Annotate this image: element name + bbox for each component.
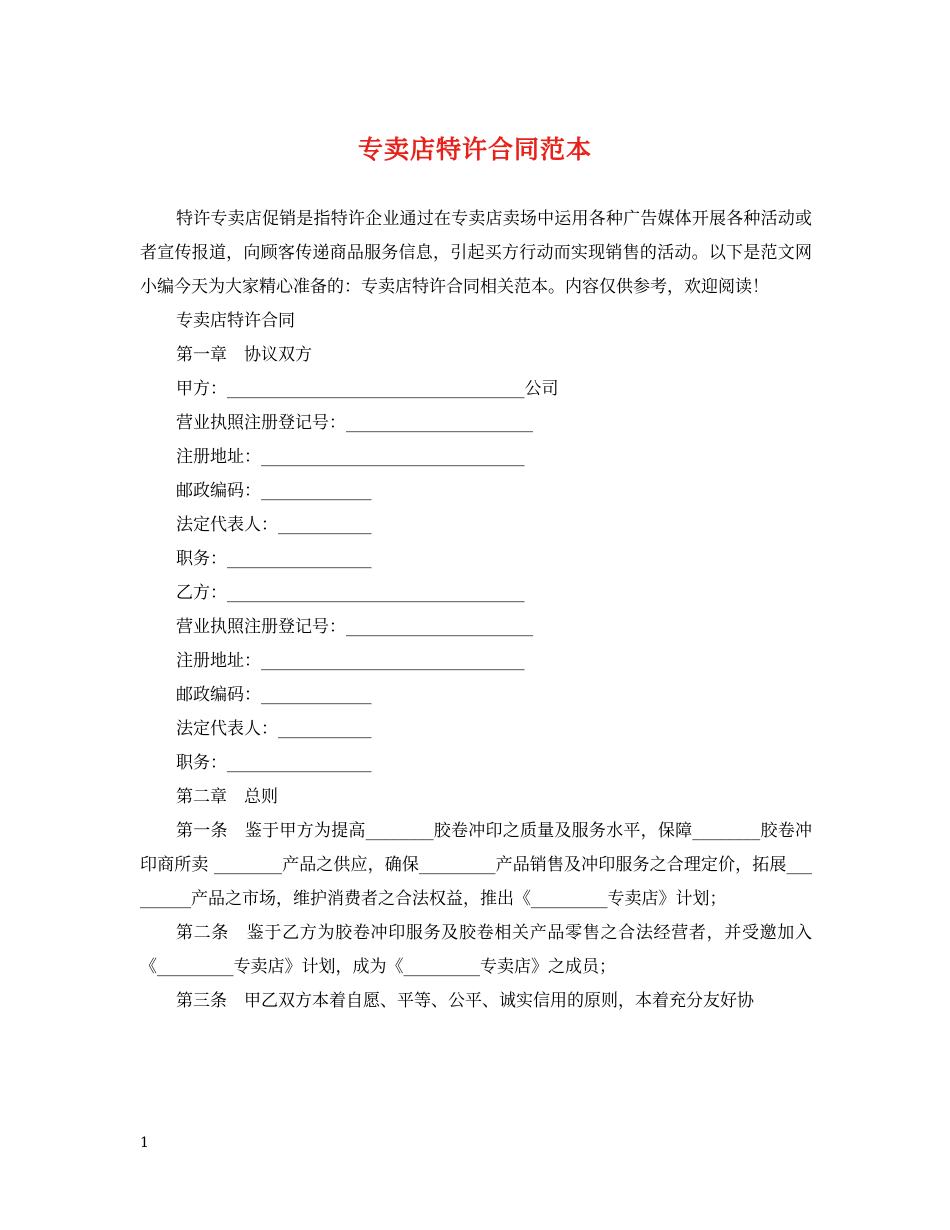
chapter-heading-2: 第二章 总则 (176, 787, 278, 807)
contract-title: 专卖店特许合同 (176, 311, 295, 331)
article-1: 第一条 鉴于甲方为提高________胶卷冲印之质量及服务水平，保障________胶卷冲印商所卖 ________产品之供应，确保_________产品销售及冲印服务之合理定价，拓展_________产品之市场，维护消费者之合法权益，推出《_________专卖店》计划； (140, 821, 812, 909)
article-3: 第三条 甲乙双方本着自愿、平等、公平、诚实信用的原则，本着充分友好协 (176, 991, 754, 1011)
party-b-postcode-field: 邮政编码：_____________ (176, 685, 372, 705)
party-a-position-field: 职务：_________________ (176, 549, 372, 569)
party-b-name-field: 乙方：___________________________________ (176, 583, 525, 603)
party-b-position-field: 职务：_________________ (176, 753, 372, 773)
party-a-license-field: 营业执照注册登记号：______________________ (176, 413, 533, 433)
party-b-license-field: 营业执照注册登记号：______________________ (176, 617, 533, 637)
chapter-heading-1: 第一章 协议双方 (176, 345, 312, 365)
party-a-address-field: 注册地址：_______________________________ (176, 447, 525, 467)
document-body (140, 202, 812, 1018)
intro-paragraph: 特许专卖店促销是指特许企业通过在专卖店卖场中运用各种广告媒体开展各种活动或者宣传报道，向顾客传递商品服务信息，引起买方行动而实现销售的活动。以下是范文网小编今天为大家精心准备的：专卖店特许合同相关范本。内容仅供参考，欢迎阅读！ (140, 209, 812, 297)
party-a-postcode-field: 邮政编码：_____________ (176, 481, 372, 501)
article-2: 第二条 鉴于乙方为胶卷冲印服务及胶卷相关产品零售之合法经营者，并受邀加入《_________专卖店》计划，成为《_________专卖店》之成员； (140, 923, 812, 977)
party-b-representative-field: 法定代表人：___________ (176, 719, 372, 739)
party-b-address-field: 注册地址：_______________________________ (176, 651, 525, 671)
document-title: 专卖店特许合同范本 (357, 135, 592, 164)
party-a-representative-field: 法定代表人：___________ (176, 515, 372, 535)
page-number: 1 (140, 1135, 149, 1151)
party-a-name-field: 甲方：___________________________________公司 (176, 379, 559, 399)
